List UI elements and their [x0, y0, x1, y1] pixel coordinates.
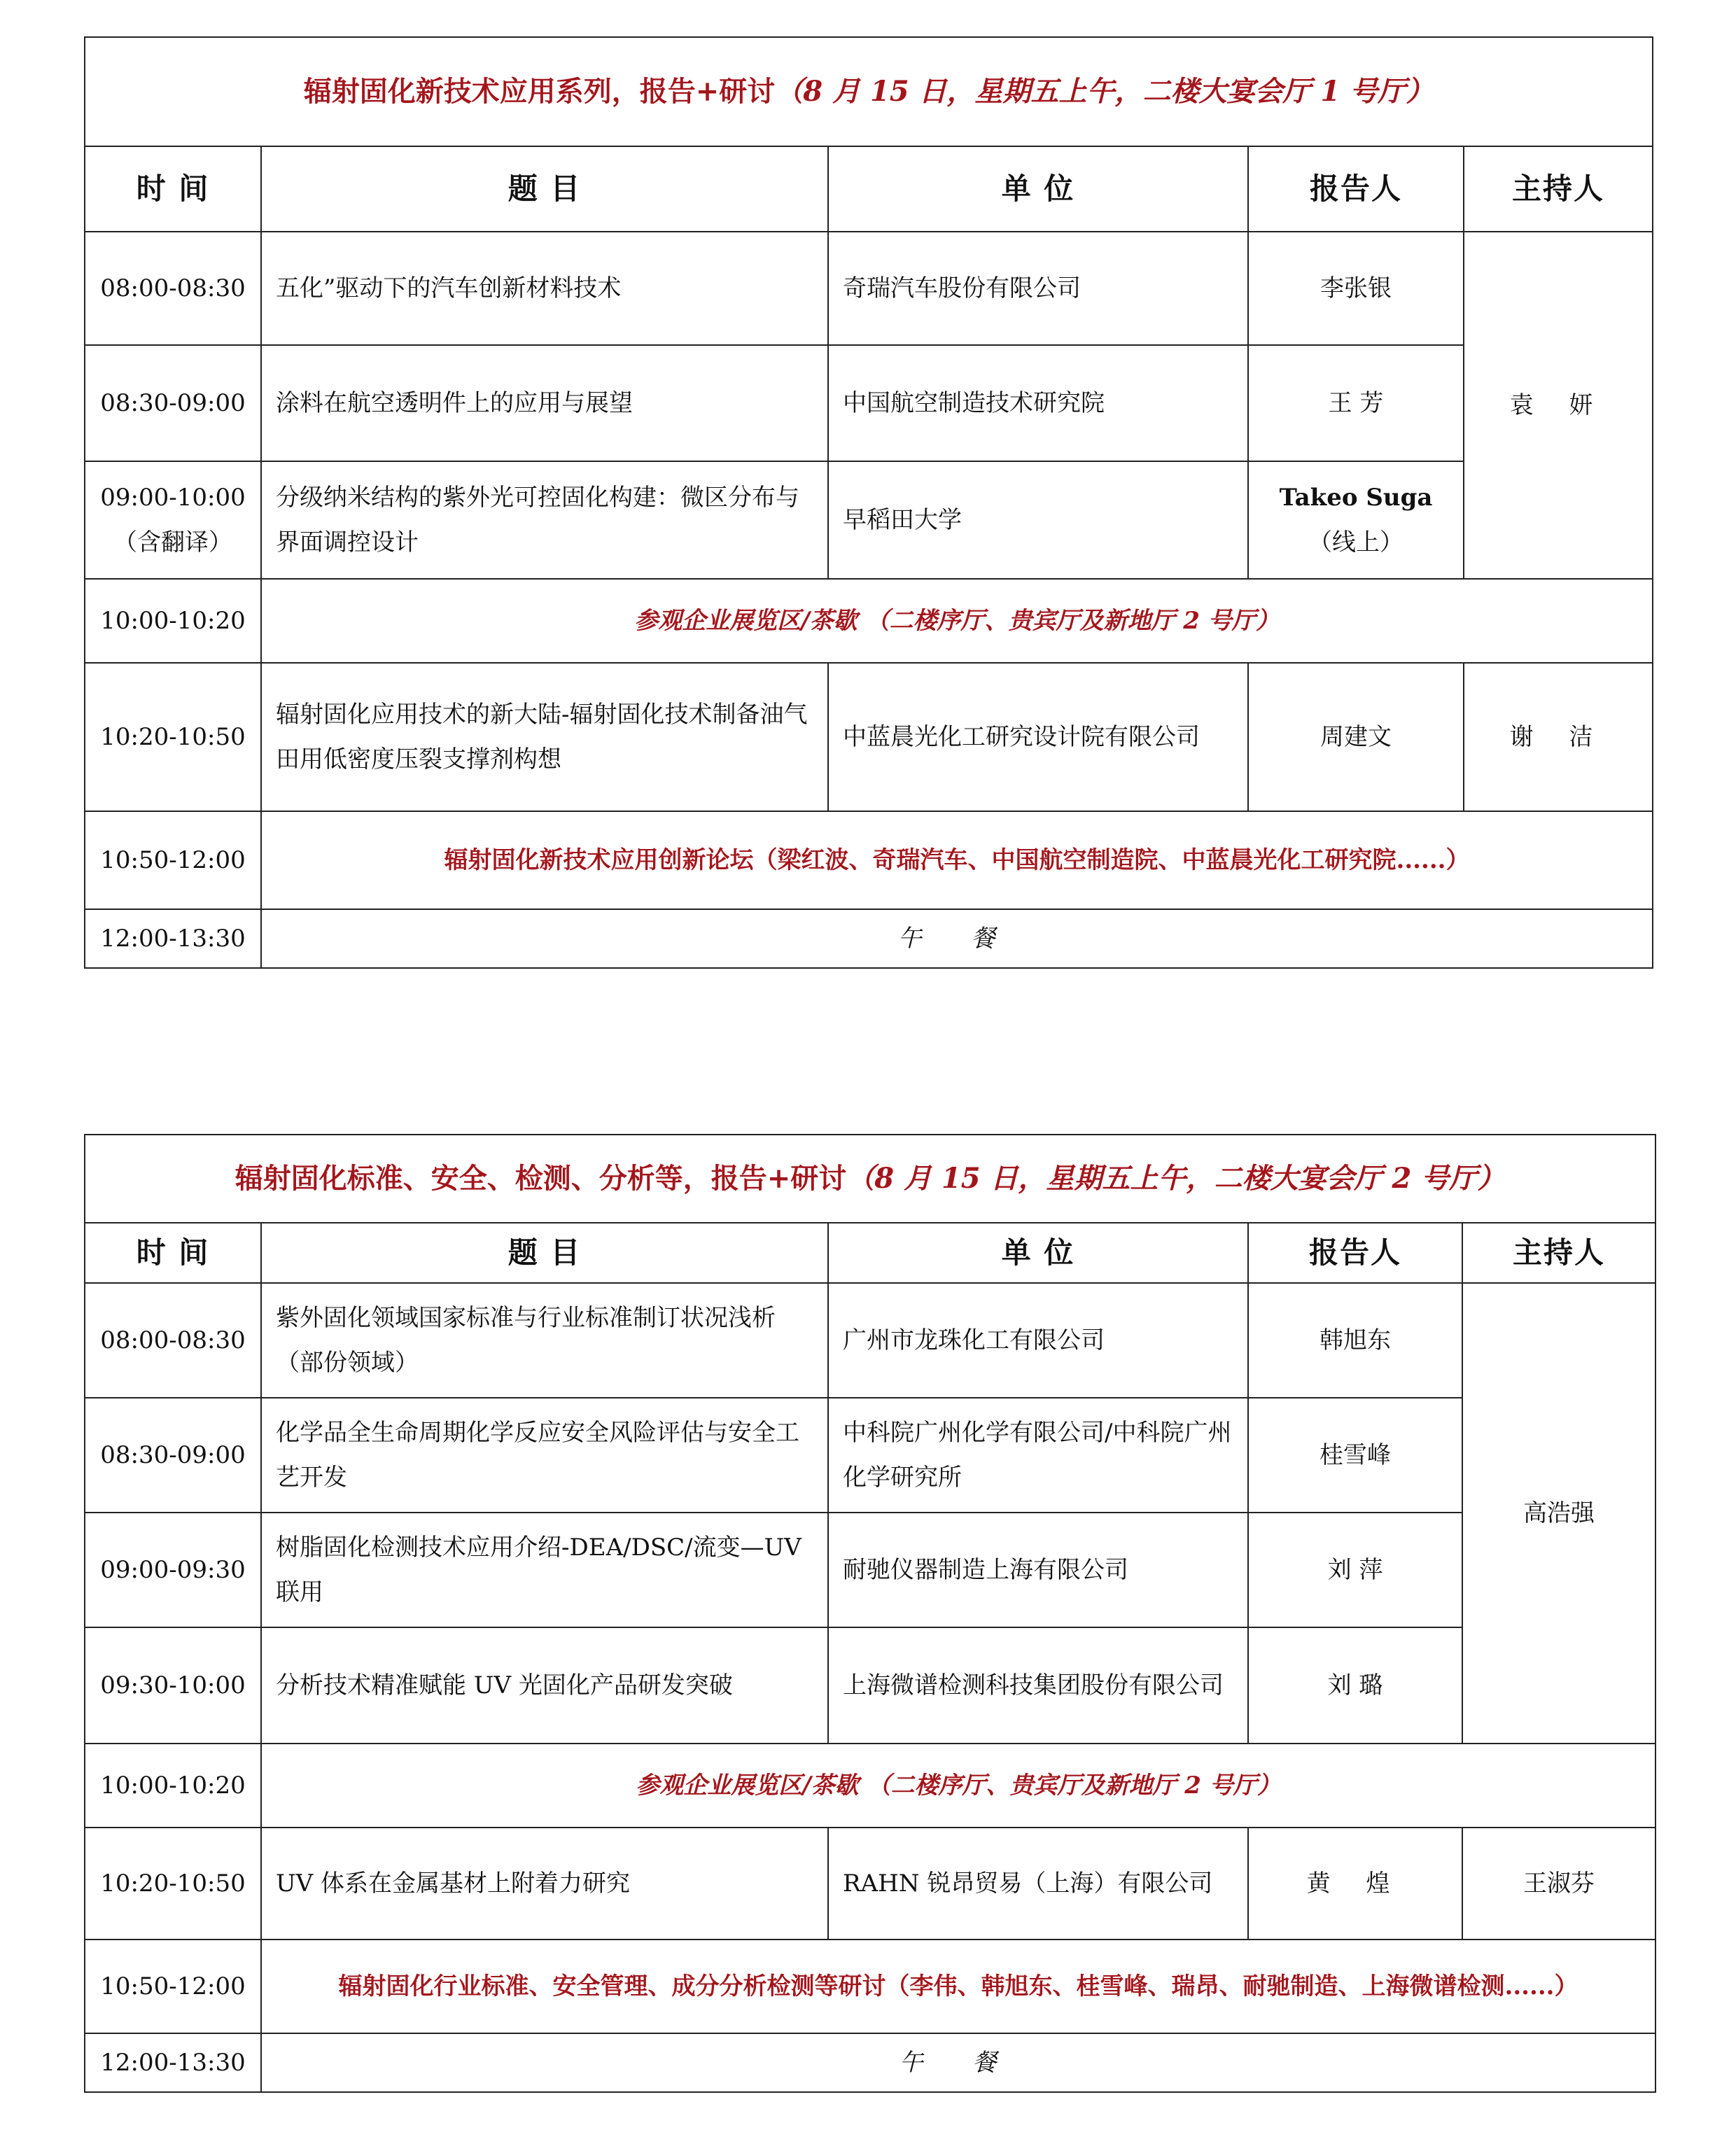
- header-unit: 单 位: [828, 1223, 1248, 1283]
- session2-schedule-table: [84, 1134, 1656, 2093]
- table-row: [85, 232, 1653, 345]
- lunch-row: [85, 2033, 1656, 2092]
- time-cell: 08:00-08:30: [85, 1283, 261, 1398]
- forum-row: [85, 811, 1653, 909]
- session2-header-row: [85, 1223, 1656, 1283]
- session1-title-row: [85, 37, 1653, 146]
- table-row: [85, 1828, 1656, 1940]
- speaker-cell: 黄 煌: [1248, 1828, 1462, 1940]
- time-cell: 10:50-12:00: [85, 1940, 261, 2033]
- table-row: [85, 663, 1653, 811]
- break-row: [85, 1744, 1656, 1828]
- unit-cell: 上海微谱检测科技集团股份有限公司: [828, 1627, 1248, 1744]
- session1-title: [85, 37, 1653, 146]
- speaker-cell: 王 芳: [1248, 345, 1464, 461]
- speaker-note: （线上）: [1308, 528, 1404, 556]
- unit-cell: 奇瑞汽车股份有限公司: [828, 232, 1248, 345]
- header-speaker: 报告人: [1248, 146, 1464, 232]
- speaker-cell: [1248, 461, 1464, 579]
- unit-cell: 耐驰仪器制造上海有限公司: [828, 1513, 1248, 1627]
- time-cell: 10:00-10:20: [85, 1744, 261, 1828]
- time-cell: 12:00-13:30: [85, 909, 261, 968]
- topic-cell: 分析技术精准赋能 UV 光固化产品研发突破: [261, 1627, 828, 1744]
- header-time: 时 间: [85, 1223, 261, 1283]
- time-cell: 09:00-09:30: [85, 1513, 261, 1627]
- forum-text: 辐射固化新技术应用创新论坛（梁红波、奇瑞汽车、中国航空制造院、中蓝晨光化工研究院......）: [261, 811, 1653, 909]
- header-host: 主持人: [1462, 1223, 1656, 1283]
- host-cell: 袁 妍: [1464, 232, 1653, 579]
- host-cell: 谢 洁: [1464, 663, 1653, 811]
- time-cell: 10:20-10:50: [85, 1828, 261, 1940]
- unit-cell: 中科院广州化学有限公司/中科院广州化学研究所: [828, 1398, 1248, 1513]
- topic-cell: 涂料在航空透明件上的应用与展望: [261, 345, 828, 461]
- forum-text: 辐射固化行业标准、安全管理、成分分析检测等研讨（李伟、韩旭东、桂雪峰、瑞昂、耐驰制造、上海微谱检测......）: [261, 1940, 1656, 2033]
- header-topic: 题 目: [261, 146, 828, 232]
- table-row: [85, 1513, 1656, 1627]
- header-host: 主持人: [1464, 146, 1653, 232]
- speaker-name: Takeo Suga: [1279, 484, 1433, 512]
- unit-cell: 早稻田大学: [828, 461, 1248, 579]
- topic-cell: 五化”驱动下的汽车创新材料技术: [261, 232, 828, 345]
- table-row: [85, 1627, 1656, 1744]
- unit-cell: RAHN 锐昂贸易（上海）有限公司: [828, 1828, 1248, 1940]
- table-row: [85, 1283, 1656, 1398]
- table-row: [85, 461, 1653, 579]
- time-cell: 08:30-09:00: [85, 1398, 261, 1513]
- lunch-text: 午 餐: [261, 909, 1653, 968]
- session1-title-main: 辐射固化新技术应用系列，报告+研讨: [303, 75, 776, 108]
- speaker-cell: 刘 璐: [1248, 1627, 1462, 1744]
- lunch-text: 午 餐: [261, 2033, 1656, 2092]
- session2-title-main: 辐射固化标准、安全、检测、分析等，报告+研讨: [234, 1162, 847, 1195]
- session2-title-row: [85, 1135, 1656, 1223]
- table-row: [85, 1398, 1656, 1513]
- unit-cell: 中蓝晨光化工研究设计院有限公司: [828, 663, 1248, 811]
- table-row: [85, 345, 1653, 461]
- speaker-cell: 周建文: [1248, 663, 1464, 811]
- break-row: [85, 579, 1653, 663]
- lunch-row: [85, 909, 1653, 968]
- time-cell: 10:00-10:20: [85, 579, 261, 663]
- session1-header-row: [85, 146, 1653, 232]
- time-cell: 12:00-13:30: [85, 2033, 261, 2092]
- forum-row: [85, 1940, 1656, 2033]
- header-time: 时 间: [85, 146, 261, 232]
- unit-cell: 中国航空制造技术研究院: [828, 345, 1248, 461]
- time-cell: [85, 461, 261, 579]
- speaker-cell: 刘 萍: [1248, 1513, 1462, 1627]
- header-topic: 题 目: [261, 1223, 828, 1283]
- header-unit: 单 位: [828, 146, 1248, 232]
- speaker-cell: 韩旭东: [1248, 1283, 1462, 1398]
- unit-cell: 广州市龙珠化工有限公司: [828, 1283, 1248, 1398]
- topic-cell: 树脂固化检测技术应用介绍-DEA/DSC/流变—UV 联用: [261, 1513, 828, 1627]
- time-cell: 08:00-08:30: [85, 232, 261, 345]
- topic-cell: 辐射固化应用技术的新大陆-辐射固化技术制备油气田用低密度压裂支撑剂构想: [261, 663, 828, 811]
- speaker-cell: 桂雪峰: [1248, 1398, 1462, 1513]
- header-speaker: 报告人: [1248, 1223, 1462, 1283]
- session1-title-sub: （8 月 15 日，星期五上午，二楼大宴会厅 1 号厅）: [775, 75, 1434, 108]
- speaker-cell: 李张银: [1248, 232, 1464, 345]
- time-value: 09:00-10:00: [100, 484, 246, 512]
- time-cell: 10:20-10:50: [85, 663, 261, 811]
- host-cell: 高浩强: [1462, 1283, 1656, 1744]
- session2-title: [85, 1135, 1656, 1223]
- host-cell: 王淑芬: [1462, 1828, 1656, 1940]
- break-text: 参观企业展览区/茶歇 （二楼序厅、贵宾厅及新地厅 2 号厅）: [261, 1744, 1656, 1828]
- time-cell: 08:30-09:00: [85, 345, 261, 461]
- break-text: 参观企业展览区/茶歇 （二楼序厅、贵宾厅及新地厅 2 号厅）: [261, 579, 1653, 663]
- topic-cell: 化学品全生命周期化学反应安全风险评估与安全工艺开发: [261, 1398, 828, 1513]
- topic-cell: 分级纳米结构的紫外光可控固化构建：微区分布与界面调控设计: [261, 461, 828, 579]
- session2-title-sub: （8 月 15 日，星期五上午，二楼大宴会厅 2 号厅）: [846, 1162, 1506, 1195]
- session1-schedule-table: [84, 36, 1653, 969]
- time-cell: 10:50-12:00: [85, 811, 261, 909]
- time-note: （含翻译）: [113, 528, 232, 556]
- time-cell: 09:30-10:00: [85, 1627, 261, 1744]
- topic-cell: UV 体系在金属基材上附着力研究: [261, 1828, 828, 1940]
- topic-cell: 紫外固化领域国家标准与行业标准制订状况浅析（部份领域）: [261, 1283, 828, 1398]
